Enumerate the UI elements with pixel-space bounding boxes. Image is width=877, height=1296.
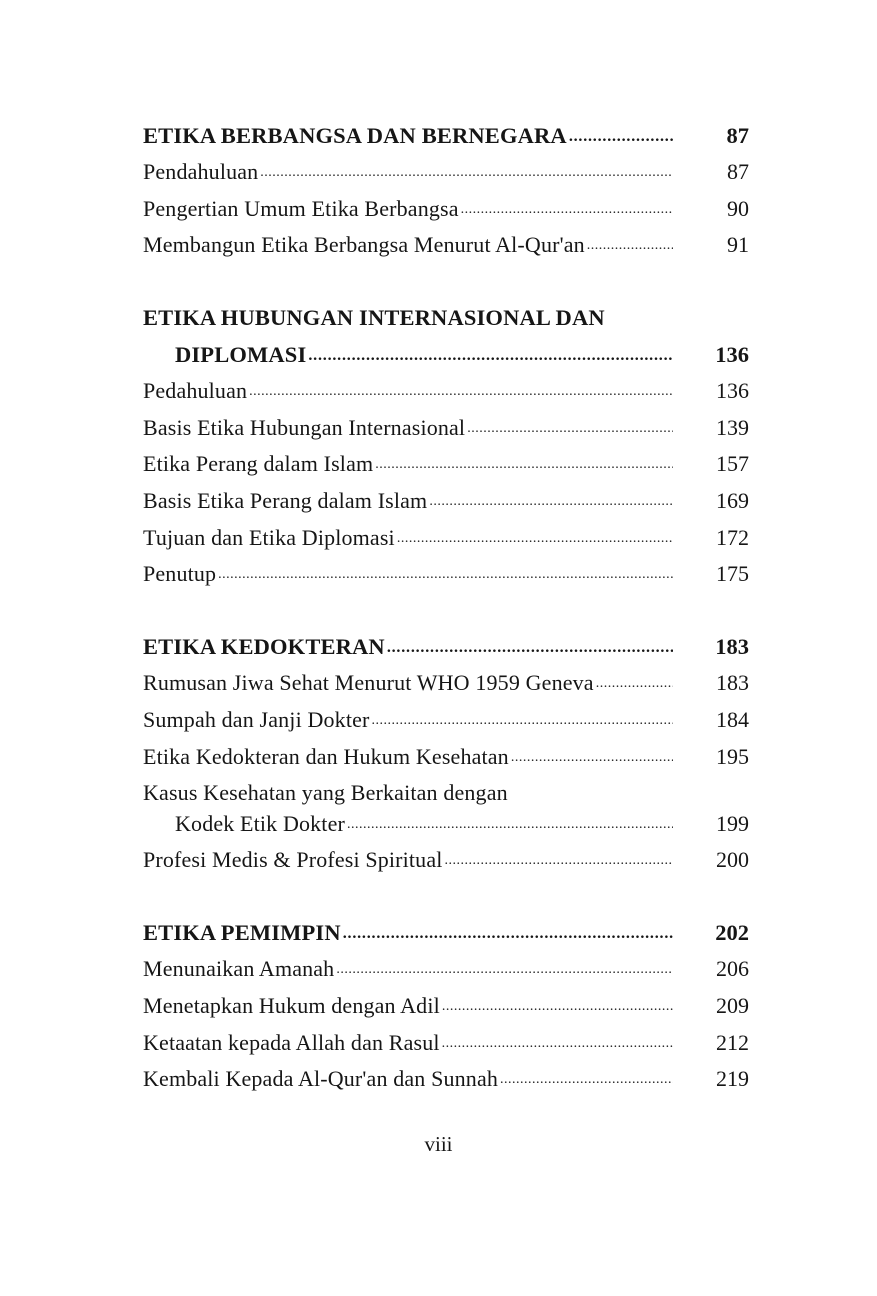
toc-heading[interactable] (143, 909, 749, 946)
toc-entry-page: 136 (716, 378, 749, 404)
toc-heading-title: ETIKA HUBUNGAN INTERNASIONAL DAN (143, 304, 605, 330)
toc-entry[interactable] (143, 551, 749, 588)
toc-entry-title: Basis Etika Hubungan Internasional (143, 414, 466, 440)
toc-entry-title: Profesi Medis & Profesi Spiritual (143, 847, 443, 873)
toc-entry-page: 206 (716, 956, 749, 982)
toc-entry[interactable] (143, 185, 749, 222)
toc-entry-line2[interactable] (143, 806, 749, 837)
toc-entry-page: 183 (716, 670, 749, 696)
toc-entry-title: Pengertian Umum Etika Berbangsa (143, 195, 459, 221)
toc-entry-page: 87 (727, 159, 749, 185)
toc-section-kedokteran (143, 623, 749, 873)
toc-entry[interactable] (143, 368, 749, 405)
toc-entry[interactable] (143, 477, 749, 514)
toc-entry-page: 90 (727, 195, 749, 221)
toc-entry[interactable] (143, 660, 749, 697)
toc-entry-title: Menunaikan Amanah (143, 956, 335, 982)
toc-heading-page: 87 (726, 122, 749, 148)
toc-entry[interactable] (143, 733, 749, 770)
toc-entry-title: Etika Kedokteran dan Hukum Kesehatan (143, 743, 509, 769)
toc-entry-title: Rumusan Jiwa Sehat Menurut WHO 1959 Geneva (143, 670, 594, 696)
toc-section-berbangsa (143, 112, 749, 258)
toc-heading[interactable] (143, 112, 749, 149)
toc-entry-page: 139 (716, 414, 749, 440)
toc-heading-page: 202 (715, 919, 749, 945)
toc-entry-page: 91 (727, 232, 749, 258)
page-number: viii (424, 1132, 453, 1156)
toc-heading-title: ETIKA PEMIMPIN (143, 919, 341, 945)
toc-entry-title: Etika Perang dalam Islam (143, 451, 374, 477)
toc-entry-page: 219 (716, 1066, 749, 1092)
toc-entry-page: 169 (716, 487, 749, 513)
toc-entry[interactable] (143, 1019, 749, 1056)
toc-heading-line2[interactable] (143, 331, 749, 368)
toc-heading-page: 183 (715, 633, 749, 659)
toc-entry-page: 209 (716, 993, 749, 1019)
toc-entry[interactable] (143, 837, 749, 874)
toc-entry[interactable] (143, 946, 749, 983)
toc-entry-page: 212 (716, 1029, 749, 1055)
toc-entry-line1[interactable] (143, 770, 749, 807)
toc-entry-page: 157 (716, 451, 749, 477)
toc-entry[interactable] (143, 222, 749, 259)
toc-section-hubungan-internasional (143, 294, 749, 587)
table-of-contents (143, 112, 749, 1128)
toc-heading-page: 136 (715, 341, 749, 367)
toc-heading-line1[interactable] (143, 294, 749, 331)
toc-entry[interactable] (143, 514, 749, 551)
toc-entry[interactable] (143, 404, 749, 441)
toc-entry-title: Sumpah dan Janji Dokter (143, 706, 370, 732)
toc-entry-page: 195 (716, 743, 749, 769)
toc-entry-page: 199 (716, 810, 749, 836)
toc-entry-title: Pedahuluan (143, 378, 248, 404)
toc-entry-title: Penutup (143, 561, 217, 587)
toc-entry-title-continued: Kodek Etik Dokter (175, 810, 345, 836)
toc-heading-title-continued: DIPLOMASI (175, 341, 307, 367)
toc-entry-page: 172 (716, 524, 749, 550)
toc-entry[interactable] (143, 149, 749, 186)
toc-entry-title: Kasus Kesehatan yang Berkaitan dengan (143, 780, 508, 806)
toc-entry-title: Basis Etika Perang dalam Islam (143, 487, 428, 513)
toc-entry-title: Menetapkan Hukum dengan Adil (143, 993, 440, 1019)
toc-entry-page: 184 (716, 706, 749, 732)
toc-entry-title: Tujuan dan Etika Diplomasi (143, 524, 395, 550)
toc-entry-title: Kembali Kepada Al-Qur'an dan Sunnah (143, 1066, 499, 1092)
toc-entry-title: Ketaatan kepada Allah dan Rasul (143, 1029, 440, 1055)
toc-entry[interactable] (143, 982, 749, 1019)
toc-entry-page: 175 (716, 561, 749, 587)
toc-section-pemimpin (143, 909, 749, 1092)
toc-heading[interactable] (143, 623, 749, 660)
toc-entry[interactable] (143, 696, 749, 733)
toc-heading-title: ETIKA BERBANGSA DAN BERNEGARA (143, 122, 567, 148)
toc-entry-title: Pendahuluan (143, 159, 259, 185)
toc-entry-title: Membangun Etika Berbangsa Menurut Al-Qur'an (143, 232, 585, 258)
toc-heading-title: ETIKA KEDOKTERAN (143, 633, 385, 659)
toc-entry[interactable] (143, 441, 749, 478)
toc-entry[interactable] (143, 1056, 749, 1093)
toc-entry-page: 200 (716, 847, 749, 873)
